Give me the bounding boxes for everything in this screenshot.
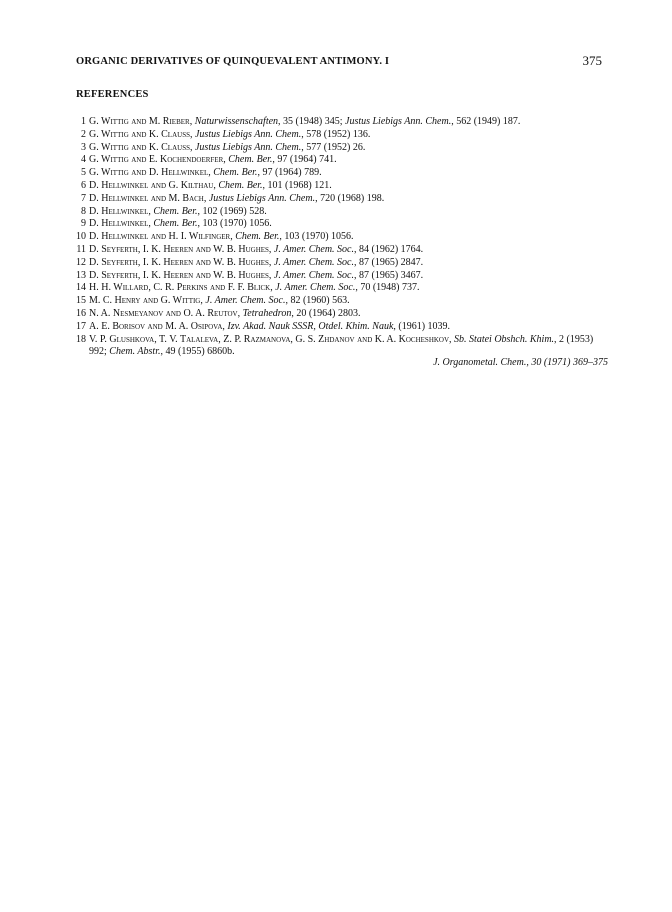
reference-number: 9 [81, 218, 86, 230]
reference-separator: , [268, 243, 274, 255]
reference-details: , 70 (1948) 737. [355, 282, 420, 294]
reference-item [76, 282, 608, 295]
journal-footer: J. Organometal. Chem., 30 (1971) 369–375 [433, 357, 608, 368]
reference-details: , 87 (1965) 2847. [354, 256, 424, 268]
reference-authors: G. Wittig and D. Hellwinkel [89, 167, 209, 179]
reference-authors: H. H. Willard, C. R. Perkins and F. F. Blick [89, 282, 271, 294]
reference-journal: Chem. Ber. [213, 167, 258, 179]
reference-item [76, 129, 608, 142]
reference-journal: Izv. Akad. Nauk SSSR, Otdel. Khim. Nauk [227, 320, 394, 332]
reference-authors: D. Hellwinkel and G. Kilthau [89, 179, 214, 191]
reference-separator: , [268, 269, 274, 281]
reference-authors: D. Seyferth, I. K. Heeren and W. B. Hughes [89, 256, 269, 268]
reference-separator: , [222, 320, 228, 332]
reference-authors: N. A. Nesmeyanov and O. A. Reutov [89, 307, 238, 319]
reference-item [76, 193, 608, 206]
reference-journal: J. Amer. Chem. Soc. [273, 243, 354, 255]
reference-details: , 20 (1964) 2803. [291, 307, 361, 319]
reference-details: , 103 (1970) 1056. [279, 231, 354, 243]
reference-journal: Naturwissenschaften [194, 116, 279, 127]
reference-item [76, 257, 608, 270]
reference-authors: V. P. Glushkova, T. V. Talaleva, Z. P. Razmanova, G. S. Zhdanov and K. A. Kocheshkov [89, 333, 450, 345]
reference-journal: J. Amer. Chem. Soc. [273, 256, 354, 268]
reference-volume-secondary: 562 [456, 116, 472, 127]
reference-details: , 577 (1952) 26. [301, 141, 366, 153]
reference-number: 15 [76, 295, 86, 307]
reference-journal-secondary: Justus Liebigs Ann. Chem. [345, 116, 452, 127]
reference-details: , 578 (1952) 136. [301, 128, 371, 140]
reference-number: 8 [81, 205, 86, 217]
reference-authors: G. Wittig and M. Rieber [89, 116, 190, 127]
reference-details: , 103 (1970) 1056. [197, 218, 272, 230]
reference-journal: J. Amer. Chem. Soc. [273, 269, 354, 281]
reference-separator: , [148, 205, 154, 217]
reference-details: , 97 (1964) 789. [257, 167, 322, 179]
reference-volume-secondary: , 49 [160, 346, 176, 358]
reference-separator: , [189, 116, 195, 127]
reference-number: 17 [76, 320, 86, 332]
reference-details-secondary: (1949) 187. [471, 116, 521, 127]
reference-details: , 2 (1953) 992; [89, 333, 594, 358]
reference-authors: D. Seyferth, I. K. Heeren and W. B. Hughes [89, 243, 269, 255]
reference-number: 11 [76, 243, 86, 255]
reference-journal: Sb. Statei Obshch. Khim. [454, 333, 555, 345]
reference-item: 1 G. Wittig and M. Rieber, Naturwissenschaften, 35 (1948) 345; Justus Liebigs Ann. Chem., 562 (1949) 187. [76, 116, 608, 129]
reference-item [76, 180, 608, 193]
reference-separator: , [270, 282, 276, 294]
reference-separator: , [449, 333, 455, 345]
reference-authors: A. E. Borisov and M. A. Osipova [89, 320, 223, 332]
reference-separator: , [237, 307, 243, 319]
reference-item [76, 308, 608, 321]
running-title: ORGANIC DERIVATIVES OF QUINQUEVALENT ANTIMONY. I [76, 56, 390, 67]
reference-details: , 102 (1969) 528. [197, 205, 267, 217]
running-header [76, 53, 602, 72]
reference-number: 12 [76, 256, 86, 268]
reference-authors: D. Hellwinkel and H. I. Wilfinger [89, 231, 231, 243]
reference-item [76, 270, 608, 283]
reference-separator: , [268, 256, 274, 268]
section-title: REFERENCES [76, 89, 149, 100]
reference-authors: G. Wittig and K. Clauss [89, 128, 190, 140]
reference-number: 3 [81, 141, 86, 153]
reference-journal: Chem. Ber. [228, 154, 273, 166]
reference-authors: D. Hellwinkel [89, 205, 149, 217]
reference-item [76, 154, 608, 167]
reference-journal: Justus Liebigs Ann. Chem. [194, 128, 302, 140]
reference-number: 2 [81, 128, 86, 140]
reference-separator: , [148, 218, 154, 230]
reference-list [76, 116, 608, 359]
page-number: 375 [582, 53, 602, 68]
reference-details: , 720 (1968) 198. [315, 192, 385, 204]
reference-journal: Tetrahedron [242, 307, 292, 319]
reference-separator: , [200, 295, 206, 307]
reference-details: , 101 (1968) 121. [262, 179, 332, 191]
reference-separator: , [189, 141, 195, 153]
reference-details-secondary: (1955) 6860b. [175, 346, 235, 358]
reference-journal: Chem. Ber. [153, 218, 198, 230]
reference-item [76, 321, 608, 334]
reference-journal: Chem. Ber. [218, 179, 263, 191]
reference-separator: , [203, 192, 209, 204]
reference-item [76, 218, 608, 231]
reference-item [76, 334, 608, 360]
reference-journal-secondary: Chem. Abstr. [109, 346, 161, 358]
reference-details: , 87 (1965) 3467. [354, 269, 424, 281]
reference-number: 13 [76, 269, 86, 281]
reference-journal: J. Amer. Chem. Soc. [275, 282, 356, 294]
reference-details: , (1961) 1039. [393, 320, 451, 332]
reference-journal: J. Amer. Chem. Soc. [205, 295, 286, 307]
reference-separator: , [208, 167, 214, 179]
reference-details: , 84 (1962) 1764. [354, 243, 424, 255]
reference-number: 5 [81, 167, 86, 179]
reference-separator: , [223, 154, 229, 166]
reference-number: 7 [81, 192, 86, 204]
reference-details: , 35 (1948) 345; [278, 116, 345, 127]
reference-item [76, 206, 608, 219]
reference-item [76, 244, 608, 257]
reference-number: 1 [81, 116, 86, 127]
reference-authors: M. C. Henry and G. Wittig [89, 295, 201, 307]
reference-authors: D. Hellwinkel and M. Bach [89, 192, 204, 204]
reference-number: 14 [76, 282, 86, 294]
reference-number: 4 [81, 154, 86, 166]
reference-item [76, 231, 608, 244]
reference-authors: D. Hellwinkel [89, 218, 149, 230]
reference-journal: Justus Liebigs Ann. Chem. [208, 192, 316, 204]
reference-authors: G. Wittig and E. Kochendoerfer [89, 154, 224, 166]
reference-separator: , [189, 128, 195, 140]
reference-number: 16 [76, 307, 86, 319]
reference-number: 18 [76, 333, 86, 345]
reference-authors: G. Wittig and K. Clauss [89, 141, 190, 153]
reference-separator: , [230, 231, 236, 243]
reference-item [76, 142, 608, 155]
reference-number: 6 [81, 179, 86, 191]
reference-item [76, 167, 608, 180]
reference-journal: Chem. Ber. [153, 205, 198, 217]
reference-authors: D. Seyferth, I. K. Heeren and W. B. Hughes [89, 269, 269, 281]
reference-journal: Justus Liebigs Ann. Chem. [194, 141, 302, 153]
reference-number: 10 [76, 231, 86, 243]
reference-item [76, 295, 608, 308]
reference-separator: , [213, 179, 219, 191]
reference-details: , 97 (1964) 741. [272, 154, 337, 166]
reference-details: , 82 (1960) 563. [285, 295, 350, 307]
reference-journal: Chem. Ber. [235, 231, 280, 243]
